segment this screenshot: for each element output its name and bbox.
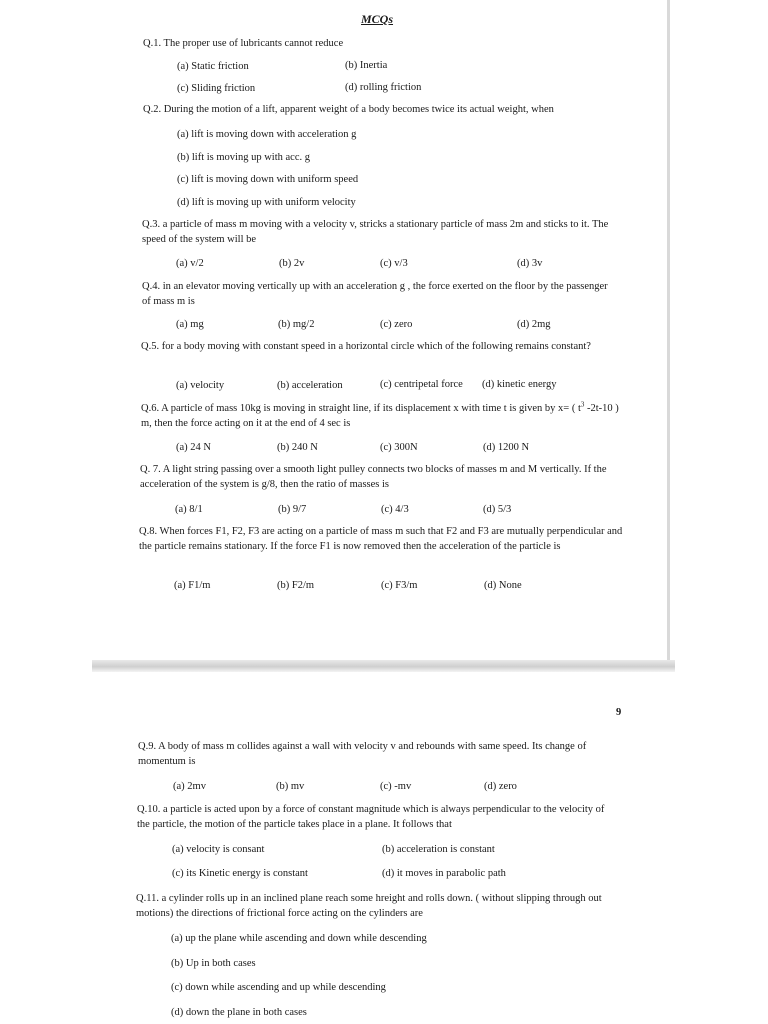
option-a: (a) 2mv	[173, 781, 206, 792]
question-number: Q.5.	[141, 341, 160, 352]
question-number: Q.9.	[138, 741, 157, 752]
option-c: (c) 300N	[380, 442, 418, 453]
page-title: MCQs	[361, 12, 394, 26]
question-text: a particle of mass m moving with a velocity v, stricks a stationary particle of mass 2m and sticks to it. The speed of the system will be	[142, 219, 609, 245]
option-d: (d) 2mg	[517, 319, 551, 330]
option-b: (b) Up in both cases	[171, 958, 256, 969]
option-a: (a) 24 N	[176, 442, 211, 453]
option-a: (a) velocity is consant	[172, 844, 265, 855]
option-c: (c) v/3	[380, 258, 408, 269]
question-text: A light string passing over a smooth light pulley connects two blocks of masses m and M vertically. If the acceleration of the system is g/8, then the ratio of masses is	[140, 464, 607, 490]
option-a: (a) lift is moving down with acceleration g	[177, 129, 357, 140]
question-number: Q.8.	[139, 526, 158, 537]
option-b: (b) 240 N	[277, 442, 318, 453]
option-b: (b) lift is moving up with acc. g	[177, 152, 310, 163]
option-d: (d) kinetic energy	[482, 379, 557, 390]
page-upper	[92, 0, 670, 668]
option-c: (c) F3/m	[381, 580, 418, 591]
option-a: (a) F1/m	[174, 580, 211, 591]
option-a: (a) velocity	[176, 380, 225, 391]
question-text: The proper use of lubricants cannot reduce	[163, 38, 344, 49]
option-d: (d) down the plane in both cases	[171, 1007, 307, 1018]
question-2	[143, 102, 554, 117]
question-6: Q.6. A particle of mass 10kg is moving in straight line, if its displacement x with time t is given by x= ( $t^3$ -2t-10 ) m, then the force acting on it at the end of 4 sec is	[141, 400, 619, 429]
question-text: in an elevator moving vertically up with an acceleration g , the force exerted on the floor by the passenger of mass m is	[142, 281, 608, 307]
question-text: A particle of mass 10kg is moving in straight line, if its displacement x with time t is given by x= (	[161, 403, 576, 414]
question-text-continued: -2t-10 ) m, then the force acting on it at the end of 4 sec is	[141, 403, 619, 429]
question-number: Q.2.	[143, 104, 162, 115]
question-10	[137, 802, 617, 832]
option-d: (d) it moves in parabolic path	[382, 868, 506, 879]
option-a: (a) Static friction	[177, 61, 249, 72]
option-a: (a) v/2	[176, 258, 204, 269]
option-d: (d) 3v	[517, 258, 543, 269]
question-text: A body of mass m collides against a wall with velocity v and rebounds with same speed. Its change of momentum is	[138, 741, 587, 767]
option-b: (b) acceleration is constant	[382, 844, 495, 855]
option-c: (c) down while ascending and up while descending	[171, 982, 386, 993]
option-b: (b) 9/7	[278, 504, 307, 515]
option-a: (a) 8/1	[175, 504, 203, 515]
question-11	[136, 891, 626, 921]
option-b: (b) 2v	[279, 258, 305, 269]
option-b: (b) acceleration	[277, 380, 343, 391]
option-b: (b) F2/m	[277, 580, 315, 591]
question-9	[138, 739, 628, 769]
option-d: (d) 1200 N	[483, 442, 530, 453]
option-c: (c) -mv	[380, 781, 412, 792]
option-c: (c) lift is moving down with uniform speed	[177, 174, 359, 185]
question-number: Q. 7.	[140, 464, 161, 475]
option-c: (c) its Kinetic energy is constant	[172, 868, 308, 879]
question-1	[143, 36, 343, 51]
option-a: (a) mg	[176, 319, 204, 330]
question-number: Q.3.	[142, 219, 161, 230]
question-number: Q.1.	[143, 38, 162, 49]
question-3	[142, 217, 620, 247]
option-b: (b) Inertia	[345, 60, 388, 71]
question-text: a particle is acted upon by a force of constant magnitude which is always perpendicular to the velocity of the particle, the motion of the particle takes place in a plane. It follows that	[137, 804, 605, 830]
question-5	[141, 339, 611, 354]
question-text: During the motion of a lift, apparent weight of a body becomes twice its actual weight, when	[163, 104, 554, 115]
option-c: (c) zero	[380, 319, 413, 330]
option-b: (b) mg/2	[278, 319, 315, 330]
option-c: (c) Sliding friction	[177, 83, 256, 94]
page-number: 9	[616, 707, 622, 718]
question-text: When forces F1, F2, F3 are acting on a particle of mass m such that F2 and F3 are mutually perpendicular and the particle remains stationary. If the force F1 is now removed then the acceleration of the particle is	[139, 526, 623, 552]
question-text: a cylinder rolls up in an inclined plane reach some hreight and rolls down. ( without slipping through out motions) the directions of frictional force acting on the cylinders are	[136, 893, 602, 919]
option-d: (d) 5/3	[483, 504, 512, 515]
option-c: (c) centripetal force	[380, 379, 463, 390]
option-c: (c) 4/3	[381, 504, 409, 515]
question-number: Q.11.	[136, 893, 159, 904]
question-8	[139, 524, 625, 554]
superscript: 3	[580, 400, 585, 409]
question-7	[140, 462, 610, 492]
question-text: for a body moving with constant speed in a horizontal circle which of the following remains constant?	[161, 341, 591, 352]
option-d: (d) zero	[484, 781, 517, 792]
option-b: (b) mv	[276, 781, 305, 792]
option-a: (a) up the plane while ascending and down while descending	[171, 933, 427, 944]
option-d: (d) None	[484, 580, 522, 591]
question-number: Q.4.	[142, 281, 161, 292]
question-number: Q.10.	[137, 804, 161, 815]
question-number: Q.6.	[141, 403, 160, 414]
option-d: (d) lift is moving up with uniform velocity	[177, 197, 356, 208]
question-4	[142, 279, 612, 309]
option-d: (d) rolling friction	[345, 82, 422, 93]
